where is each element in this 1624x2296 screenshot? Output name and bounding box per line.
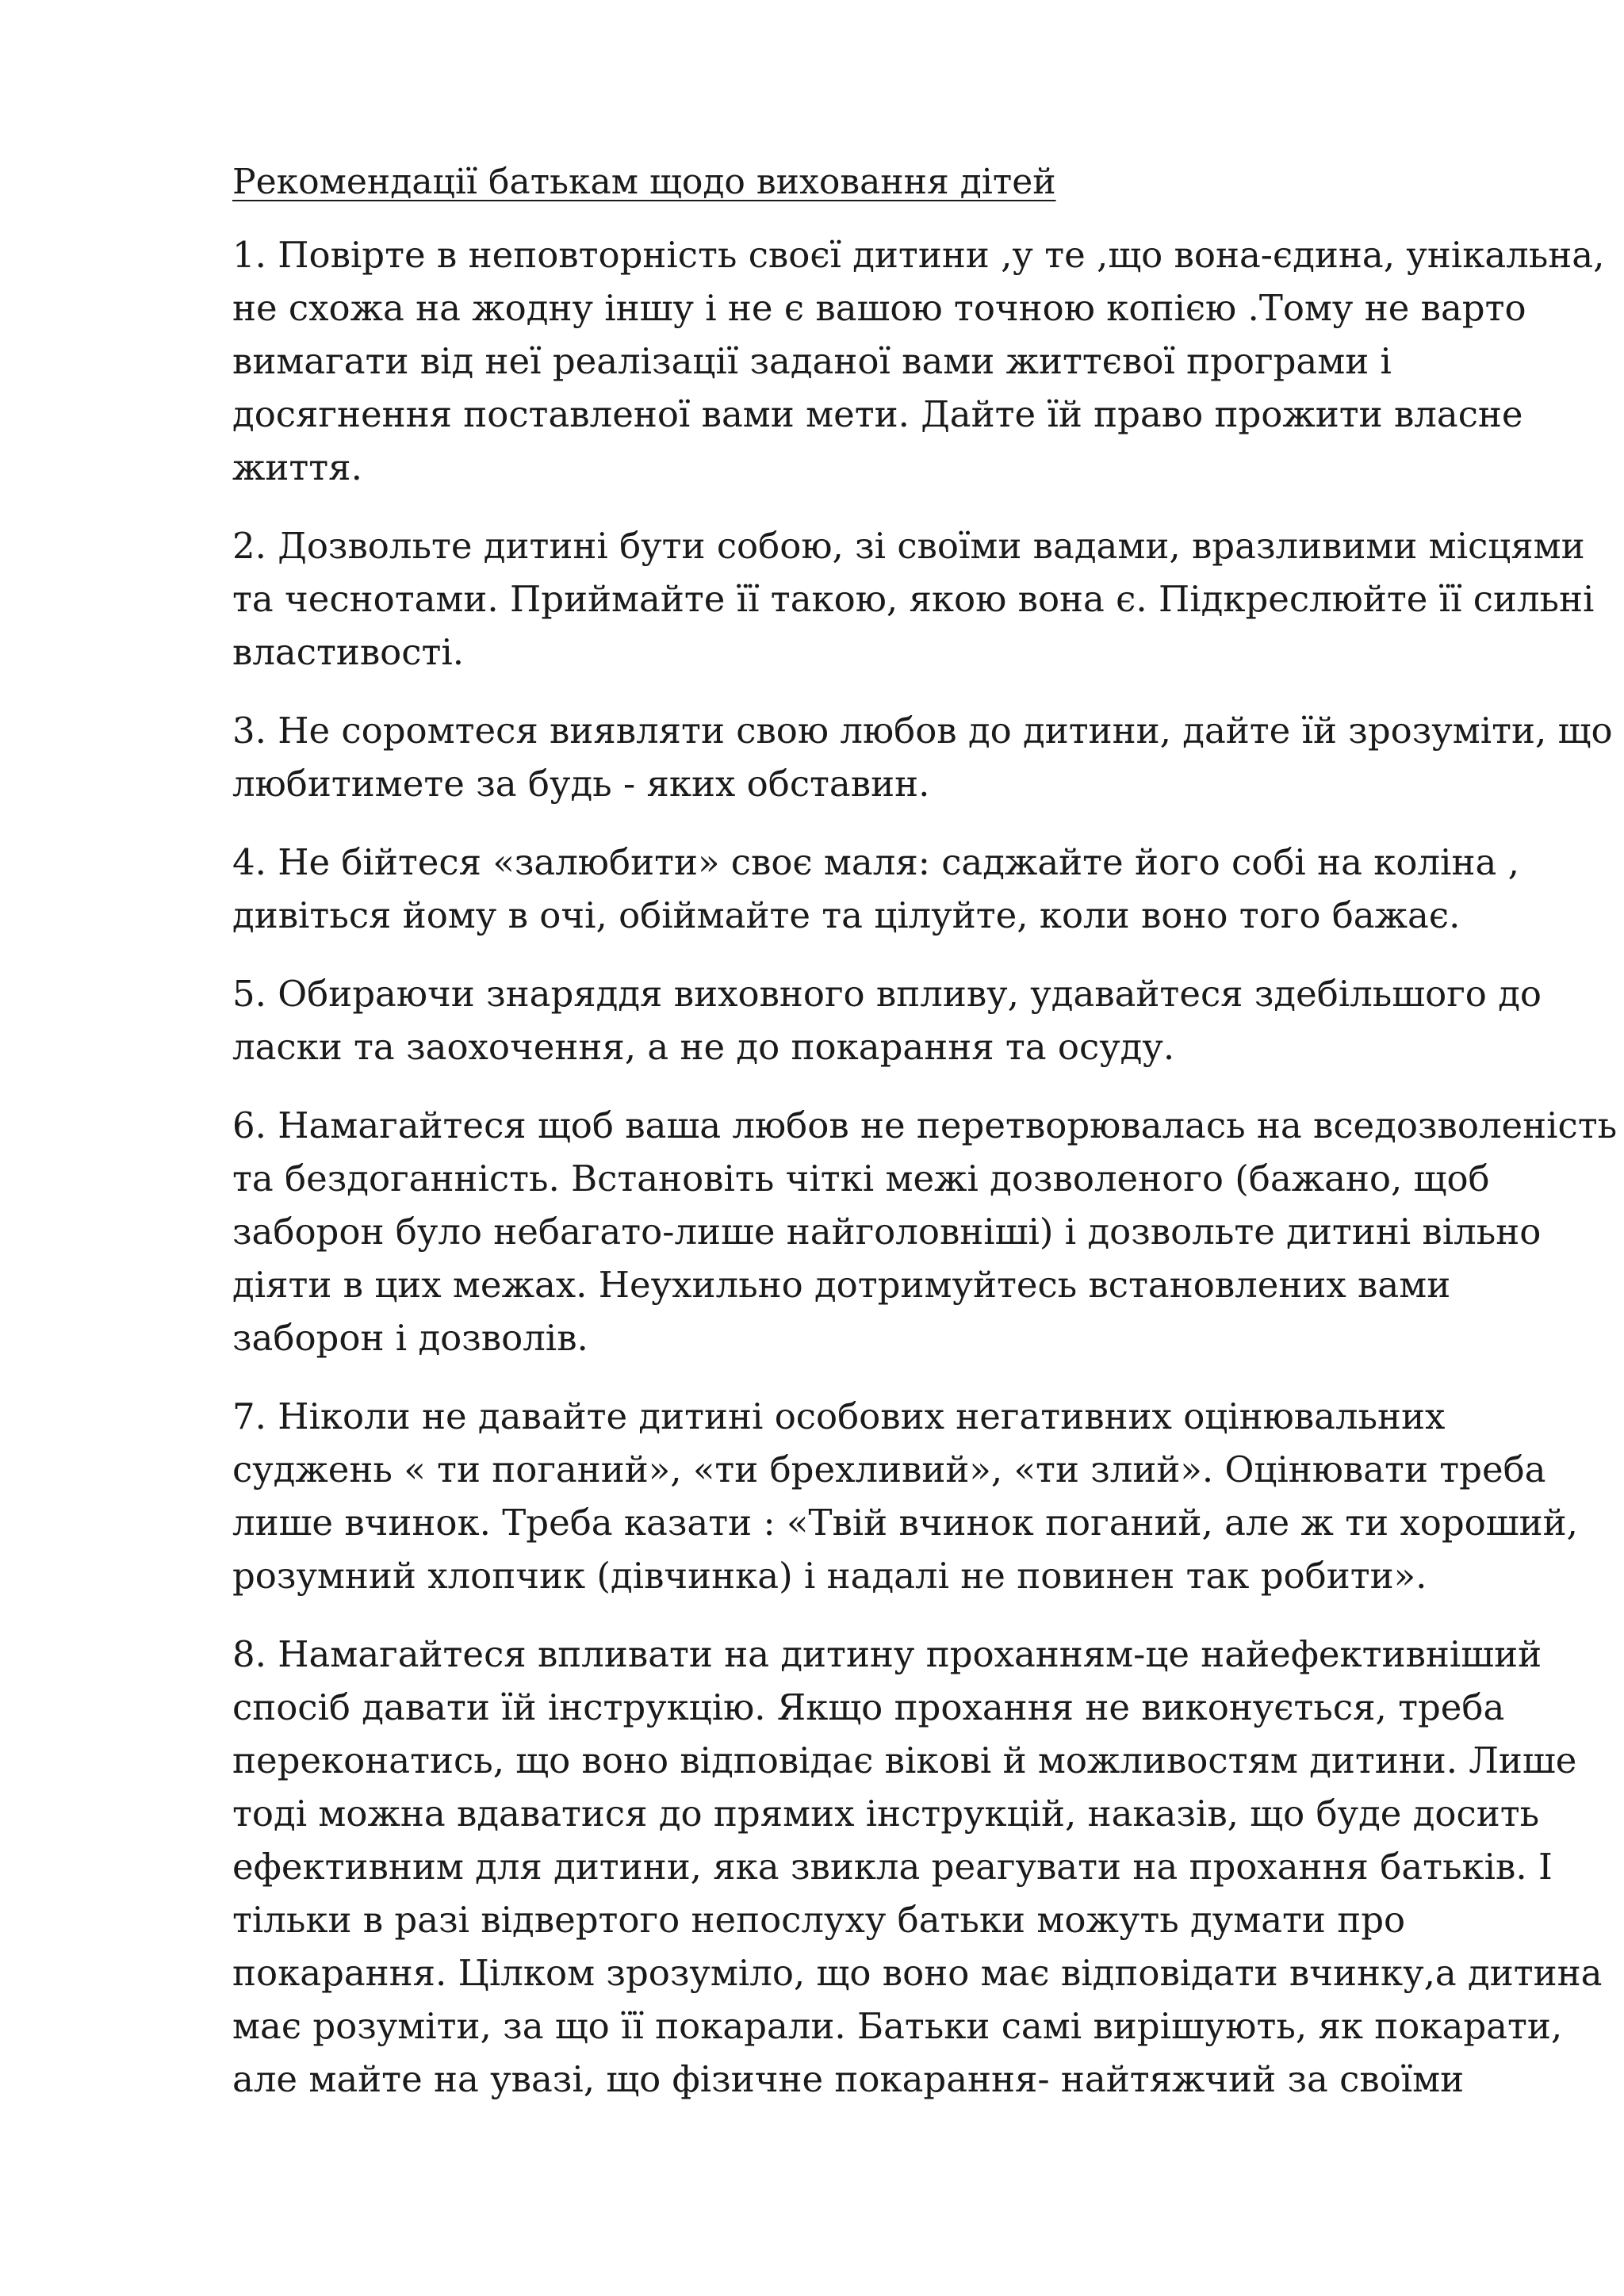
- text-line: заборон було небагато-лише найголовніші) і дозвольте дитині вільно: [232, 1211, 1542, 1253]
- text-line: переконатись, що воно відповідає вікові й можливостям дитини. Лише: [232, 1739, 1577, 1781]
- text-line: тільки в разі відвертого непослуху батьки можуть думати про: [232, 1899, 1406, 1941]
- text-line: 8. Намагайтеся впливати на дитину проханням-це найефективніший: [232, 1633, 1542, 1675]
- paragraph-1: [232, 228, 1605, 494]
- text-line: досягнення поставленої вами мети. Дайте їй право прожити власне: [232, 393, 1523, 435]
- text-line: лише вчинок. Треба казати : «Твій вчинок поганий, але ж ти хороший,: [232, 1502, 1578, 1544]
- text-line: ласки та заохочення, а не до покарання та осуду.: [232, 1026, 1175, 1068]
- text-line: 2. Дозвольте дитині бути собою, зі своїми вадами, вразливими місцями: [232, 525, 1585, 567]
- text-line: суджень « ти поганий», «ти брехливий», «ти злий». Оцінювати треба: [232, 1448, 1546, 1490]
- text-line: 7. Ніколи не давайте дитині особових негативних оцінювальних: [232, 1395, 1446, 1437]
- text-line: діяти в цих межах. Неухильно дотримуйтесь встановлених вами: [232, 1264, 1451, 1306]
- paragraph-7: [232, 1390, 1578, 1602]
- text-line: покарання. Цілком зрозуміло, що воно має відповідати вчинку,а дитина: [232, 1952, 1603, 1994]
- text-line: любитимете за будь - яких обставин.: [232, 763, 930, 805]
- text-line: заборон і дозволів.: [232, 1317, 588, 1359]
- paragraph-list: [232, 228, 1618, 2106]
- text-line: та чеснотами. Приймайте її такою, якою вона є. Підкреслюйте її сильні: [232, 578, 1595, 620]
- text-line: має розуміти, за що її покарали. Батьки самі вирішують, як покарати,: [232, 2005, 1563, 2047]
- text-line: вимагати від неї реалізації заданої вами життєвої програми і: [232, 340, 1392, 382]
- text-line: 5. Обираючи знаряддя виховного впливу, удавайтеся здебільшого до: [232, 973, 1542, 1015]
- paragraph-5: [232, 967, 1542, 1073]
- paragraph-6: [232, 1099, 1618, 1364]
- text-line: 1. Повірте в неповторність своєї дитини ,у те ,що вона-єдина, унікальна,: [232, 234, 1605, 276]
- text-line: дивіться йому в очі, обіймайте та цілуйте, коли воно того бажає.: [232, 894, 1461, 936]
- text-line: 6. Намагайтеся щоб ваша любов не перетворювалась на вседозволеність: [232, 1104, 1618, 1146]
- text-line: життя.: [232, 446, 362, 488]
- text-line: не схожа на жодну іншу і не є вашою точною копією .Тому не варто: [232, 287, 1526, 329]
- text-line: та бездоганність. Встановіть чіткі межі дозволеного (бажано, щоб: [232, 1158, 1490, 1200]
- document-title: Рекомендації батькам щодо виховання дітей: [232, 162, 1056, 202]
- text-line: 4. Не бійтеся «залюбити» своє маля: саджайте його собі на коліна ,: [232, 841, 1519, 883]
- text-line: спосіб давати їй інструкцію. Якщо прохання не виконується, треба: [232, 1686, 1505, 1728]
- paragraph-2: [232, 519, 1595, 679]
- text-line: тоді можна вдаватися до прямих інструкцій, наказів, що буде досить: [232, 1793, 1540, 1835]
- text-line: ефективним для дитини, яка звикла реагувати на прохання батьків. І: [232, 1846, 1553, 1888]
- text-line: але майте на увазі, що фізичне покарання- найтяжчий за своїми: [232, 2058, 1465, 2100]
- paragraph-4: [232, 836, 1533, 942]
- text-line: властивості.: [232, 631, 465, 673]
- paragraph-8: [232, 1628, 1603, 2106]
- text-line: 3. Не соромтеся виявляти свою любов до дитини, дайте їй зрозуміти, що: [232, 710, 1613, 752]
- paragraph-3: [232, 704, 1613, 810]
- document-body: [232, 155, 1618, 2131]
- text-line: розумний хлопчик (дівчинка) і надалі не повинен так робити».: [232, 1555, 1427, 1597]
